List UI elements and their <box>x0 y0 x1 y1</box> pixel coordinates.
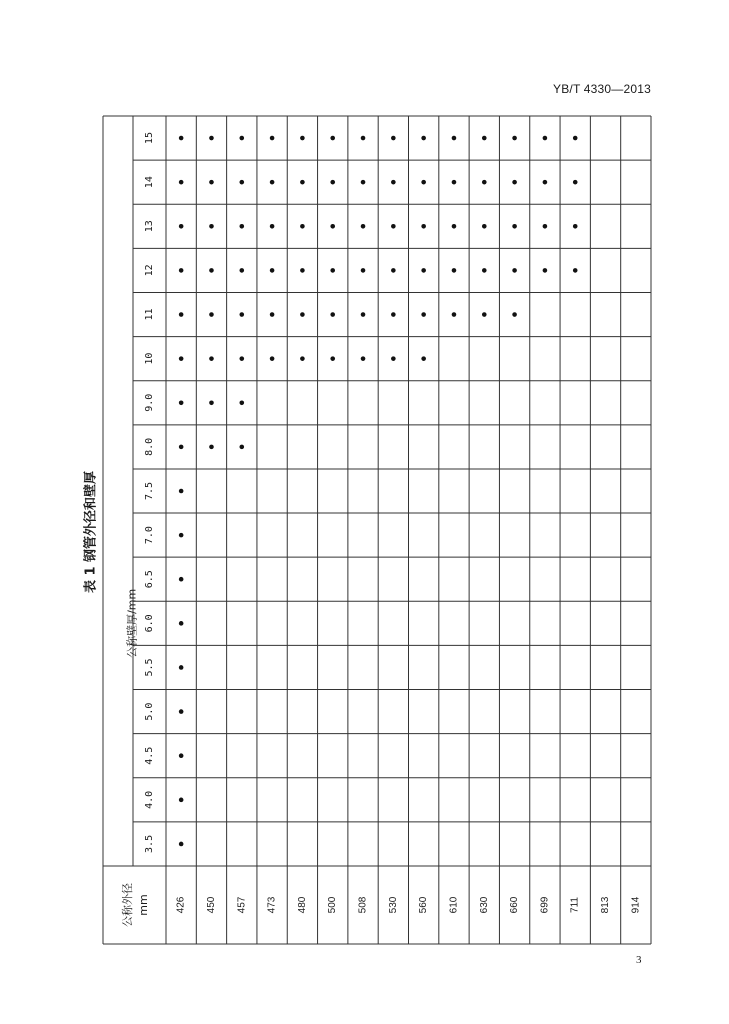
availability-mark <box>209 400 214 405</box>
availability-mark <box>391 136 396 141</box>
availability-mark <box>391 268 396 273</box>
availability-mark <box>179 577 184 582</box>
availability-mark <box>300 268 305 273</box>
availability-mark <box>391 356 396 361</box>
availability-mark <box>543 268 548 273</box>
thickness-header: 4.0 <box>144 790 155 809</box>
availability-mark <box>179 709 184 714</box>
wall-thickness-label: 公称壁厚/mm <box>125 588 139 658</box>
availability-mark <box>270 224 275 229</box>
diameter-value: 610 <box>448 896 460 914</box>
availability-mark <box>482 312 487 317</box>
thickness-header: 11 <box>144 308 155 321</box>
availability-mark <box>361 224 366 229</box>
availability-mark <box>482 180 487 185</box>
availability-mark <box>179 489 184 494</box>
availability-mark <box>179 753 184 758</box>
availability-mark <box>452 312 457 317</box>
availability-mark <box>391 180 396 185</box>
thickness-header: 8.0 <box>144 437 155 456</box>
availability-mark <box>452 180 457 185</box>
availability-mark <box>300 224 305 229</box>
diameter-value: 426 <box>175 896 187 914</box>
page-number: 3 <box>636 954 642 966</box>
availability-mark <box>573 224 578 229</box>
thickness-header-row <box>144 132 155 853</box>
availability-mark <box>512 136 517 141</box>
availability-mark <box>239 312 244 317</box>
availability-mark <box>452 224 457 229</box>
availability-mark <box>239 356 244 361</box>
thickness-header: 3.5 <box>144 834 155 853</box>
availability-mark <box>421 180 426 185</box>
availability-mark <box>300 136 305 141</box>
table-grid-lines <box>103 116 651 944</box>
availability-mark <box>543 180 548 185</box>
availability-mark <box>239 268 244 273</box>
availability-mark <box>209 136 214 141</box>
availability-mark <box>573 180 578 185</box>
availability-mark <box>179 224 184 229</box>
availability-mark <box>482 268 487 273</box>
availability-mark <box>330 268 335 273</box>
availability-mark <box>361 136 366 141</box>
availability-mark <box>239 180 244 185</box>
outer-diameter-label: 公称外径 <box>121 883 134 927</box>
diameter-value: 711 <box>569 897 581 913</box>
availability-mark <box>209 224 214 229</box>
availability-mark <box>452 268 457 273</box>
diameter-value: 914 <box>630 896 642 914</box>
availability-mark <box>300 312 305 317</box>
diameter-value: 630 <box>478 896 490 914</box>
thickness-header: 6.0 <box>144 614 155 633</box>
availability-mark <box>330 136 335 141</box>
availability-mark <box>421 224 426 229</box>
availability-mark <box>361 312 366 317</box>
diameter-value: 560 <box>418 896 430 914</box>
availability-mark <box>179 268 184 273</box>
availability-mark <box>179 798 184 803</box>
thickness-header: 7.0 <box>144 526 155 545</box>
diameter-value: 699 <box>539 896 551 914</box>
diameter-value: 500 <box>327 896 339 914</box>
availability-mark <box>421 312 426 317</box>
thickness-header: 13 <box>144 220 155 233</box>
availability-mark <box>179 842 184 847</box>
availability-mark <box>239 136 244 141</box>
thickness-header: 12 <box>144 264 155 277</box>
availability-mark <box>179 665 184 670</box>
availability-mark <box>270 268 275 273</box>
availability-mark <box>209 445 214 450</box>
thickness-header: 9.0 <box>144 393 155 412</box>
availability-mark <box>330 224 335 229</box>
thickness-header: 10 <box>144 352 155 365</box>
availability-mark <box>179 356 184 361</box>
availability-mark <box>300 180 305 185</box>
availability-mark <box>421 268 426 273</box>
thickness-header: 7.5 <box>144 481 155 501</box>
availability-mark <box>209 180 214 185</box>
availability-mark <box>391 312 396 317</box>
availability-mark <box>512 268 517 273</box>
availability-mark <box>452 136 457 141</box>
availability-mark <box>179 180 184 185</box>
availability-mark <box>330 180 335 185</box>
availability-mark <box>512 312 517 317</box>
availability-mark <box>179 621 184 626</box>
availability-mark <box>421 356 426 361</box>
diameter-value: 660 <box>509 896 521 914</box>
availability-mark <box>421 136 426 141</box>
diameter-value: 450 <box>205 896 217 914</box>
diameter-value: 813 <box>600 896 612 914</box>
availability-mark <box>270 312 275 317</box>
availability-mark <box>179 136 184 141</box>
diameter-value: 480 <box>296 896 308 914</box>
availability-mark <box>330 312 335 317</box>
thickness-header: 4.5 <box>144 746 155 765</box>
availability-mark <box>239 224 244 229</box>
diameter-value: 530 <box>387 896 399 914</box>
availability-mark <box>361 268 366 273</box>
diameter-value: 473 <box>266 896 278 914</box>
standard-code: YB/T 4330—2013 <box>553 82 651 96</box>
thickness-header: 5.5 <box>144 658 155 677</box>
availability-mark <box>179 533 184 538</box>
availability-mark <box>330 356 335 361</box>
availability-mark <box>573 268 578 273</box>
availability-mark <box>209 356 214 361</box>
availability-mark <box>239 400 244 405</box>
availability-mark <box>300 356 305 361</box>
availability-mark <box>361 180 366 185</box>
availability-mark <box>209 312 214 317</box>
availability-mark <box>512 224 517 229</box>
availability-mark <box>482 136 487 141</box>
table-title: 表 1 钢管外径和壁厚 <box>83 470 99 594</box>
availability-mark <box>573 136 578 141</box>
availability-mark <box>543 224 548 229</box>
availability-mark <box>270 180 275 185</box>
thickness-header: 6.5 <box>144 570 155 589</box>
availability-mark <box>270 136 275 141</box>
thickness-header: 14 <box>144 176 155 189</box>
availability-mark <box>361 356 366 361</box>
availability-mark <box>179 312 184 317</box>
availability-mark <box>209 268 214 273</box>
outer-diameter-unit: mm <box>137 894 150 916</box>
diameter-value: 457 <box>236 896 248 914</box>
availability-mark <box>391 224 396 229</box>
availability-mark <box>179 400 184 405</box>
availability-mark <box>239 445 244 450</box>
availability-mark <box>543 136 548 141</box>
availability-mark <box>270 356 275 361</box>
thickness-header: 5.0 <box>144 702 155 721</box>
diameter-value: 508 <box>357 896 369 914</box>
availability-mark <box>512 180 517 185</box>
thickness-header: 15 <box>144 132 155 145</box>
availability-mark <box>482 224 487 229</box>
availability-mark <box>179 445 184 450</box>
